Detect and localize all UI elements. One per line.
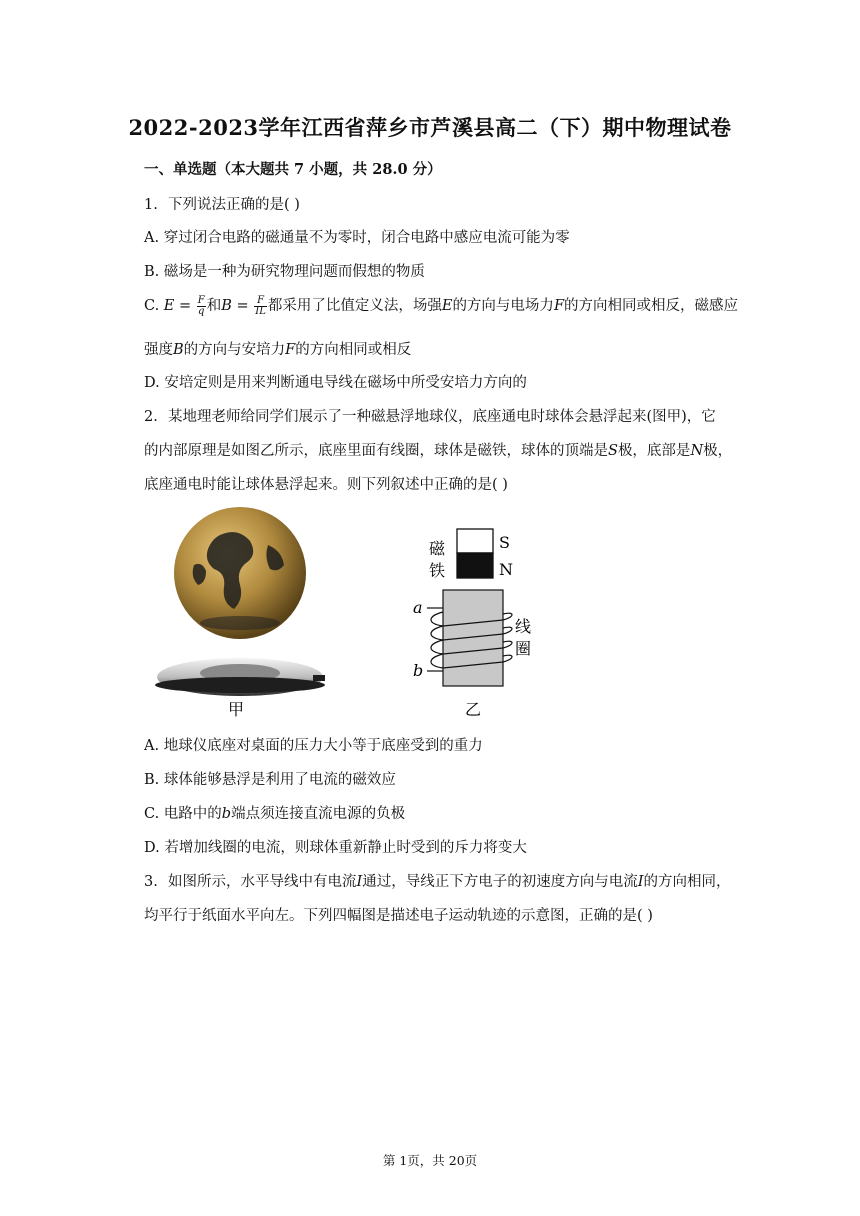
question-1-stem [144,193,300,214]
text-part: 的方向相同或相反 [295,342,412,358]
question-2-line-3: 底座通电时能让球体悬浮起来。则下列叙述中正确的是( ) [144,477,508,493]
text-part: 的方向相同或相反，磁感应 [564,298,738,314]
text-part: 极，底部是 [617,443,691,459]
text-part: 的方向与电场力 [452,298,554,314]
section-heading: 一、单选题（本大题共 7 小题，共 28.0 分） [144,161,442,178]
question-2-option-b: B. 球体能够悬浮是利用了电流的磁效应 [144,772,396,788]
symbol-i: I [637,874,644,890]
question-2-line-1 [144,405,716,426]
text-part: 如图所示，水平导线中有电流 [168,874,357,890]
figure-globe [150,505,330,720]
symbol-e: E [163,298,175,314]
pole-n: N [499,560,513,579]
coil-label-1: 线 [515,617,532,636]
denominator: IL [255,305,266,317]
question-3-line-1 [144,870,730,891]
question-1-option-b: B. 磁场是一种为研究物理问题而假想的物质 [144,264,425,280]
question-1-option-c [144,294,738,317]
page-title: 2022-2023学年江西省萍乡市芦溪县高二（下）期中物理试卷 [128,115,732,140]
figure-label-yi: 乙 [464,700,482,719]
and-text: 和 [206,298,222,314]
question-2-line-2 [144,439,732,460]
symbol-f: F [553,298,564,314]
option-label: C. [144,298,164,314]
question-number: 3. [144,874,158,890]
magnet-n-pole [457,553,493,578]
equals: = [231,298,254,314]
question-2-option-a: A. 地球仪底座对桌面的压力大小等于底座受到的重力 [144,738,483,754]
page-footer: 第 1页，共 20页 [382,1153,478,1168]
numerator: F [254,296,267,307]
equals: = [174,298,196,314]
base-plug [313,675,325,681]
symbol-e: E [441,298,453,314]
magnet-s-pole [457,529,493,553]
question-number: 2. [144,409,158,425]
text-part: 的方向相同， [643,874,731,890]
question-2-option-d: D. 若增加线圈的电流，则球体重新静止时受到的斥力将变大 [144,840,527,856]
question-1-option-d: D. 安培定则是用来判断通电导线在磁场中所受安培力方向的 [144,375,527,391]
symbol-n: N [690,443,704,459]
figure-magnet-coil [405,520,565,720]
pole-s: S [499,533,510,552]
denominator: q [198,305,205,317]
question-3-line-2: 均平行于纸面水平向左。下列四幅图是描述电子运动轨迹的示意图，正确的是( ) [144,908,653,924]
numerator: F [197,294,205,306]
question-number: 1. [144,197,158,213]
figure-label-jia: 甲 [227,700,245,719]
text-part: 的方向与安培力 [183,342,286,358]
coil-core [443,590,503,686]
symbol-f: F [285,342,296,358]
question-text: 下列说法正确的是( ) [168,197,300,213]
text-part: 极， [703,443,733,459]
base-bottom [155,677,325,693]
text-part: 的内部原理是如图乙所示，底座里面有线圈，球体是磁铁，球体的顶端是 [144,443,608,459]
question-2-option-c [144,802,405,823]
question-1-option-a: A. 穿过闭合电路的磁通量不为零时，闭合电路中感应电流可能为零 [144,230,570,246]
terminal-b: b [413,661,424,680]
question-1-option-c-line2 [144,338,411,359]
text-part: C. 电路中的 [144,806,222,822]
terminal-a: a [413,598,423,617]
symbol-s: S [608,443,618,459]
magnet-label-2: 铁 [429,561,446,580]
coil-label-2: 圈 [515,639,532,658]
fraction-f-over-il [254,296,267,317]
symbol-b: b [221,806,232,822]
magnet-label-1: 磁 [429,539,446,558]
text-part: 强度 [144,342,173,358]
text-part: 端点须连接直流电源的负极 [231,806,406,822]
question-text: 某地理老师给同学们展示了一种磁悬浮地球仪，底座通电时球体会悬浮起来(图甲)，它 [168,409,716,425]
fraction-f-over-q [197,296,206,317]
symbol-b: B [173,342,184,358]
text-part: 通过，导线正下方电子的初速度方向与电流 [362,874,638,890]
text-part: 都采用了比值定义法，场强 [267,298,442,314]
symbol-b: B [221,298,232,314]
globe-rim [200,616,280,630]
symbol-i: I [356,874,363,890]
